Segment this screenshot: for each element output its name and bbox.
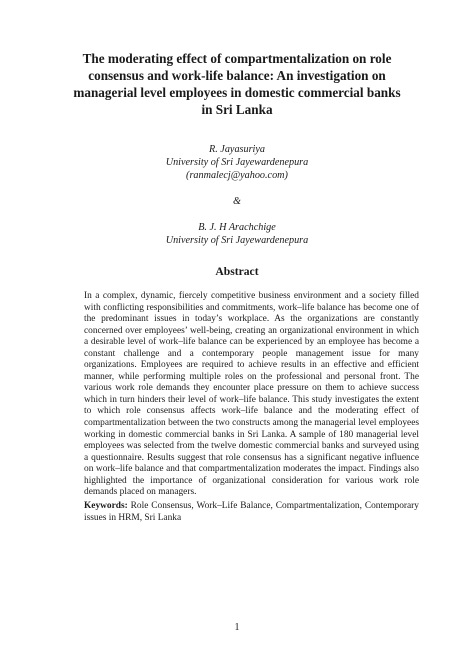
author-affiliation: University of Sri Jayewardenepura (165, 235, 309, 246)
author-gap (60, 208, 414, 221)
author-name: B. J. H Arachchige (198, 222, 276, 233)
paper-title: The moderating effect of compartmentalization on role consensus and work-life balance: An investigation on managerial level employees in domestic commercial banks in Sri Lanka (73, 51, 401, 117)
page-number: 1 (234, 622, 240, 633)
author-name: R. Jayasuriya (208, 144, 266, 155)
abstract-text: In a complex, dynamic, fiercely competitive business environment and a society filled with conflicting responsibilities and commitments, work–life balance has become one of the predominant issues in today’s workplace. As the organizations are constantly concerned over employees’ well-being, creating an organizational environment in which a desirable level of work–life balance can be experienced by an employee has become a constant challenge and a contemporary people management issue for many organizations. Employees are required to achieve results in an effective and efficient manner, while performing multiple roles on the professional and personal front. The various work role demands they encounter place pressure on them to achieve success which in turn hinders their level of work–life balance. This study investigates the extent to which role consensus affects work–life balance and the moderating effect of compartmentalization between the two constructs among the managerial level employees working in domestic commercial banks in Sri Lanka. A sample of 180 managerial level employees was selected from the twelve domestic commercial banks and surveyed using a questionnaire. Results suggest that role consensus has a significant negative influence on work–life balance and that compartmentalization moderates the impact. Findings also highlighted the importance of organizational consideration for various work role demands placed on managers. (84, 291, 419, 498)
keywords-label: Keywords: (84, 501, 128, 511)
abstract-heading: Abstract (215, 265, 259, 278)
author-email: (ranmalecj@yahoo.com) (186, 170, 288, 181)
keywords-paragraph (84, 501, 419, 524)
keywords-text: Role Consensus, Work–Life Balance, Compartmentalization, Contemporary issues in HRM, Sri Lanka (84, 501, 419, 523)
author-block (60, 143, 414, 247)
author-separator: & (233, 196, 241, 207)
author-affiliation: University of Sri Jayewardenepura (165, 157, 309, 168)
author-gap (60, 182, 414, 195)
